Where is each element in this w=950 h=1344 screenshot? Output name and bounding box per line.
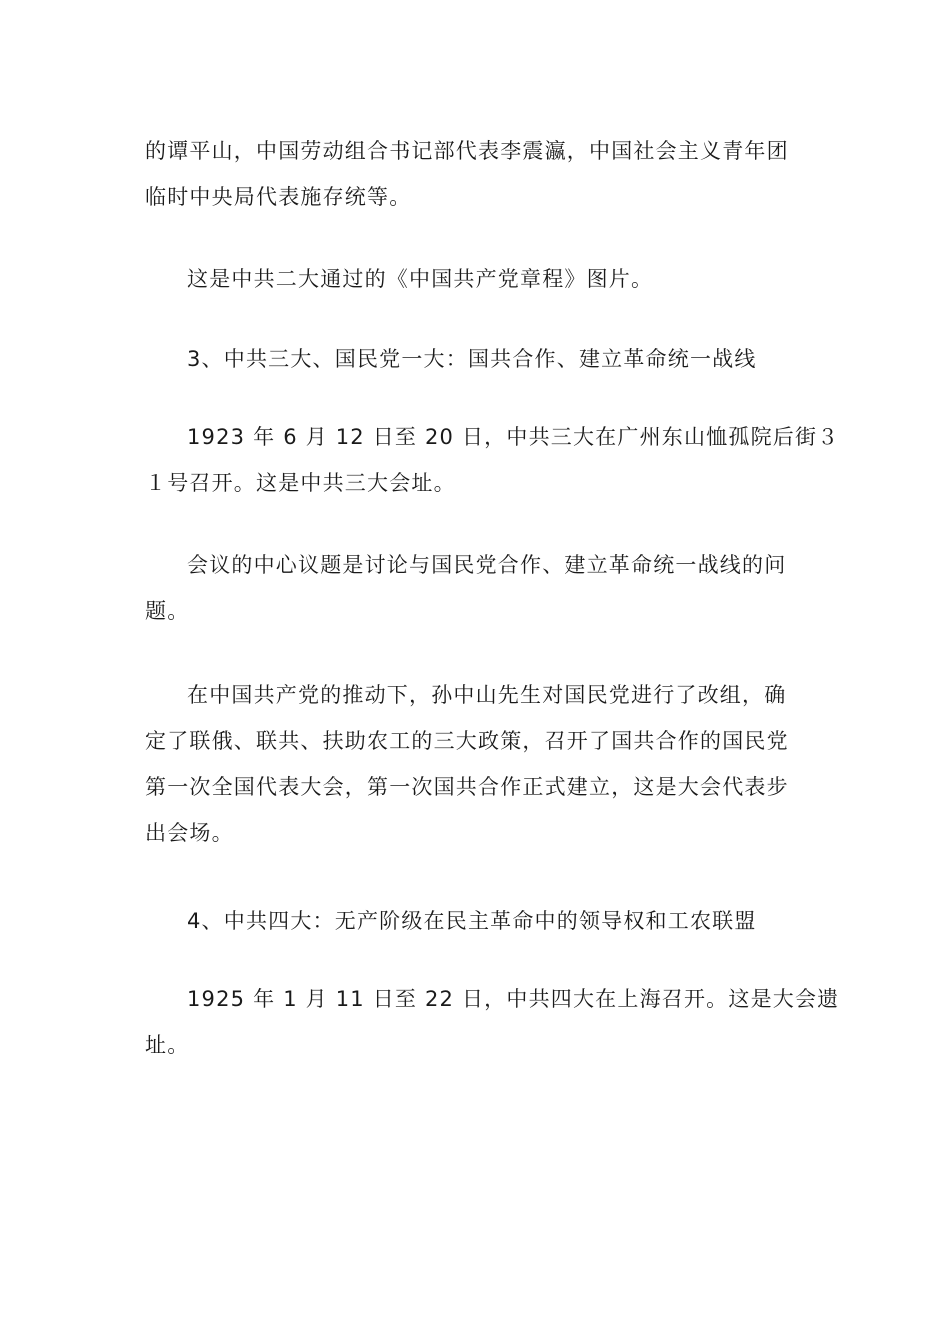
text-line: 的谭平山，中国劳动组合书记部代表李震瀛，中国社会主义青年团 [145, 139, 789, 163]
paragraph-delegates-continued [145, 128, 805, 220]
text-line: 址。 [145, 1033, 190, 1057]
text-line: 在中国共产党的推动下，孙中山先生对国民党进行了改组，确 [187, 683, 787, 707]
text-line: 临时中央局代表施存统等。 [145, 185, 412, 209]
paragraph-party-constitution [145, 256, 805, 302]
text-line: 第一次全国代表大会，第一次国共合作正式建立，这是大会代表步 [145, 775, 789, 799]
text-line: １号召开。这是中共三大会址。 [145, 471, 456, 495]
paragraph-third-congress-date [145, 414, 840, 506]
paragraph-kmt-reorganization [145, 672, 805, 856]
section-heading: 4、中共四大：无产阶级在民主革命中的领导权和工农联盟 [187, 909, 757, 933]
heading-fourth-congress [145, 898, 805, 944]
paragraph-fourth-congress-date [145, 976, 840, 1068]
text-line: 会议的中心议题是讨论与国民党合作、建立革命统一战线的问 [187, 553, 787, 577]
text-line: 1923 年 6 月 12 日至 20 日，中共三大在广州东山恤孤院后街３ [187, 425, 840, 449]
text-line: 这是中共二大通过的《中国共产党章程》图片。 [187, 267, 654, 291]
text-line: 出会场。 [145, 821, 234, 845]
text-line: 1925 年 1 月 11 日至 22 日，中共四大在上海召开。这是大会遗 [187, 987, 840, 1011]
paragraph-meeting-topic [145, 542, 805, 634]
text-line: 题。 [145, 599, 190, 623]
section-heading: 3、中共三大、国民党一大：国共合作、建立革命统一战线 [187, 347, 757, 371]
text-line: 定了联俄、联共、扶助农工的三大政策，召开了国共合作的国民党 [145, 729, 789, 753]
heading-third-congress [145, 336, 805, 382]
